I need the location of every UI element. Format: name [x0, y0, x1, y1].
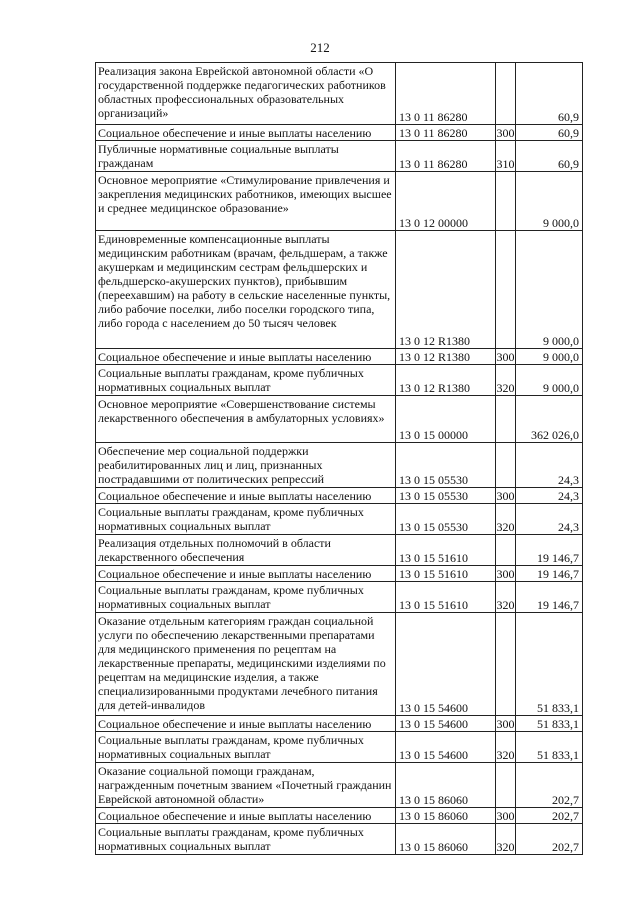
row-amount: 202,7 — [516, 808, 583, 824]
row-expense-type — [496, 613, 516, 716]
row-code: 13 0 15 05530 — [396, 488, 496, 504]
row-code: 13 0 15 86060 — [396, 824, 496, 855]
row-name: Единовременные компенсационные выплаты медицинским работникам (врачам, фельдшерам, а также акушеркам и медицинским сестрам фельдшерских и фельдшерско-акушерских пунктов), прибывшим (переехавшим) на работу в сельские населенные пункты, либо рабочие поселки, либо поселки городского типа, либо города с населением до 50 тысяч человек — [96, 231, 396, 349]
row-name: Социальное обеспечение и иные выплаты населению — [96, 808, 396, 824]
row-name: Реализация отдельных полномочий в области лекарственного обеспечения — [96, 535, 396, 566]
row-expense-type: 320 — [496, 504, 516, 535]
row-code: 13 0 15 54600 — [396, 613, 496, 716]
table-row — [96, 808, 583, 824]
row-amount: 19 146,7 — [516, 535, 583, 566]
row-amount: 9 000,0 — [516, 231, 583, 349]
row-expense-type: 300 — [496, 567, 515, 581]
table-row — [96, 566, 583, 582]
row-code: 13 0 12 R1380 — [396, 349, 496, 365]
row-code: 13 0 15 54600 — [396, 716, 496, 732]
table-row — [96, 824, 583, 855]
row-amount: 60,9 — [516, 63, 583, 125]
row-amount: 24,3 — [516, 443, 583, 488]
row-expense-type: 320 — [496, 824, 516, 855]
row-name: Обеспечение мер социальной поддержки реабилитированных лиц и лиц, признанных пострадавшими от политических репрессий — [96, 443, 396, 488]
row-expense-type — [496, 63, 516, 125]
row-name: Социальное обеспечение и иные выплаты населению — [96, 125, 396, 141]
row-name: Публичные нормативные социальные выплаты гражданам — [96, 141, 396, 172]
row-amount: 60,9 — [516, 141, 583, 172]
row-code: 13 0 15 05530 — [396, 443, 496, 488]
row-expense-type — [496, 535, 516, 566]
row-amount: 51 833,1 — [516, 613, 583, 716]
row-amount: 60,9 — [516, 125, 583, 141]
table-row — [96, 443, 583, 488]
row-name: Оказание социальной помощи гражданам, награжденным почетным званием «Почетный гражданин Еврейской автономной области» — [96, 763, 396, 808]
row-code: 13 0 12 00000 — [396, 172, 496, 231]
row-code: 13 0 15 86060 — [396, 763, 496, 808]
row-expense-type: 320 — [496, 732, 516, 763]
table-row — [96, 716, 583, 732]
table-row — [96, 349, 583, 365]
table-row — [96, 732, 583, 763]
row-name: Социальное обеспечение и иные выплаты населению — [96, 488, 396, 504]
table-row — [96, 582, 583, 613]
table-row — [96, 504, 583, 535]
row-expense-type — [496, 763, 516, 808]
row-name: Социальное обеспечение и иные выплаты населению — [96, 716, 396, 732]
table-row — [96, 613, 583, 716]
row-expense-type — [496, 443, 516, 488]
row-expense-type: 300 — [496, 717, 515, 731]
table-row — [96, 396, 583, 443]
table-row — [96, 231, 583, 349]
row-name: Социальные выплаты гражданам, кроме публичных нормативных социальных выплат — [96, 582, 396, 613]
table-row — [96, 63, 583, 125]
row-name: Социальное обеспечение и иные выплаты населению — [96, 349, 396, 365]
row-code: 13 0 11 86280 — [396, 141, 496, 172]
row-code: 13 0 15 51610 — [396, 566, 496, 582]
row-amount: 24,3 — [516, 504, 583, 535]
row-code: 13 0 15 05530 — [396, 504, 496, 535]
row-name: Основное мероприятие «Совершенствование системы лекарственного обеспечения в амбулаторных условиях» — [96, 396, 396, 443]
row-amount: 202,7 — [516, 763, 583, 808]
row-name: Социальные выплаты гражданам, кроме публичных нормативных социальных выплат — [96, 365, 396, 396]
row-amount: 9 000,0 — [516, 365, 583, 396]
table-row — [96, 125, 583, 141]
row-code: 13 0 15 51610 — [396, 582, 496, 613]
row-amount: 51 833,1 — [516, 716, 583, 732]
row-name: Социальные выплаты гражданам, кроме публичных нормативных социальных выплат — [96, 824, 396, 855]
row-expense-type: 300 — [496, 489, 515, 503]
table-row — [96, 488, 583, 504]
row-code: 13 0 15 51610 — [396, 535, 496, 566]
row-expense-type: 300 — [496, 809, 515, 823]
row-name: Социальные выплаты гражданам, кроме публичных нормативных социальных выплат — [96, 732, 396, 763]
page-number: 212 — [310, 40, 330, 55]
table-row — [96, 763, 583, 808]
budget-table — [95, 62, 583, 855]
row-name: Социальное обеспечение и иные выплаты населению — [96, 566, 396, 582]
row-name: Реализация закона Еврейской автономной области «О государственной поддержке педагогических работников областных профессиональных образовательных организаций» — [96, 63, 396, 125]
row-amount: 51 833,1 — [516, 732, 583, 763]
row-amount: 202,7 — [516, 824, 583, 855]
row-amount: 19 146,7 — [516, 566, 583, 582]
row-code: 13 0 11 86280 — [396, 63, 496, 125]
row-name: Основное мероприятие «Стимулирование привлечения и закрепления медицинских работников, имеющих высшее и среднее медицинское образование» — [96, 172, 396, 231]
row-code: 13 0 15 86060 — [396, 808, 496, 824]
row-code: 13 0 15 54600 — [396, 732, 496, 763]
row-code: 13 0 15 00000 — [396, 396, 496, 443]
row-amount: 9 000,0 — [516, 349, 583, 365]
row-expense-type — [496, 396, 516, 443]
row-amount: 24,3 — [516, 488, 583, 504]
row-code: 13 0 12 R1380 — [396, 365, 496, 396]
table-row — [96, 172, 583, 231]
row-expense-type: 320 — [496, 582, 516, 613]
row-amount: 362 026,0 — [516, 396, 583, 443]
row-code: 13 0 12 R1380 — [396, 231, 496, 349]
row-name: Социальные выплаты гражданам, кроме публичных нормативных социальных выплат — [96, 504, 396, 535]
table-row — [96, 365, 583, 396]
row-name: Оказание отдельным категориям граждан социальной услуги по обеспечению лекарственными препаратами для медицинского применения по рецептам на лекарственные препараты, медицинскими изделиями по рецептам на медицинские изделия, а также специализированными продуктами лечебного питания для детей-инвалидов — [96, 613, 396, 716]
row-expense-type — [496, 172, 516, 231]
row-amount: 9 000,0 — [516, 172, 583, 231]
row-expense-type: 310 — [496, 141, 516, 172]
table-row — [96, 535, 583, 566]
row-expense-type: 320 — [496, 365, 516, 396]
row-code: 13 0 11 86280 — [396, 125, 496, 141]
row-amount: 19 146,7 — [516, 582, 583, 613]
row-expense-type: 300 — [496, 350, 515, 364]
table-row — [96, 141, 583, 172]
row-expense-type — [496, 231, 516, 349]
row-expense-type: 300 — [496, 126, 515, 140]
